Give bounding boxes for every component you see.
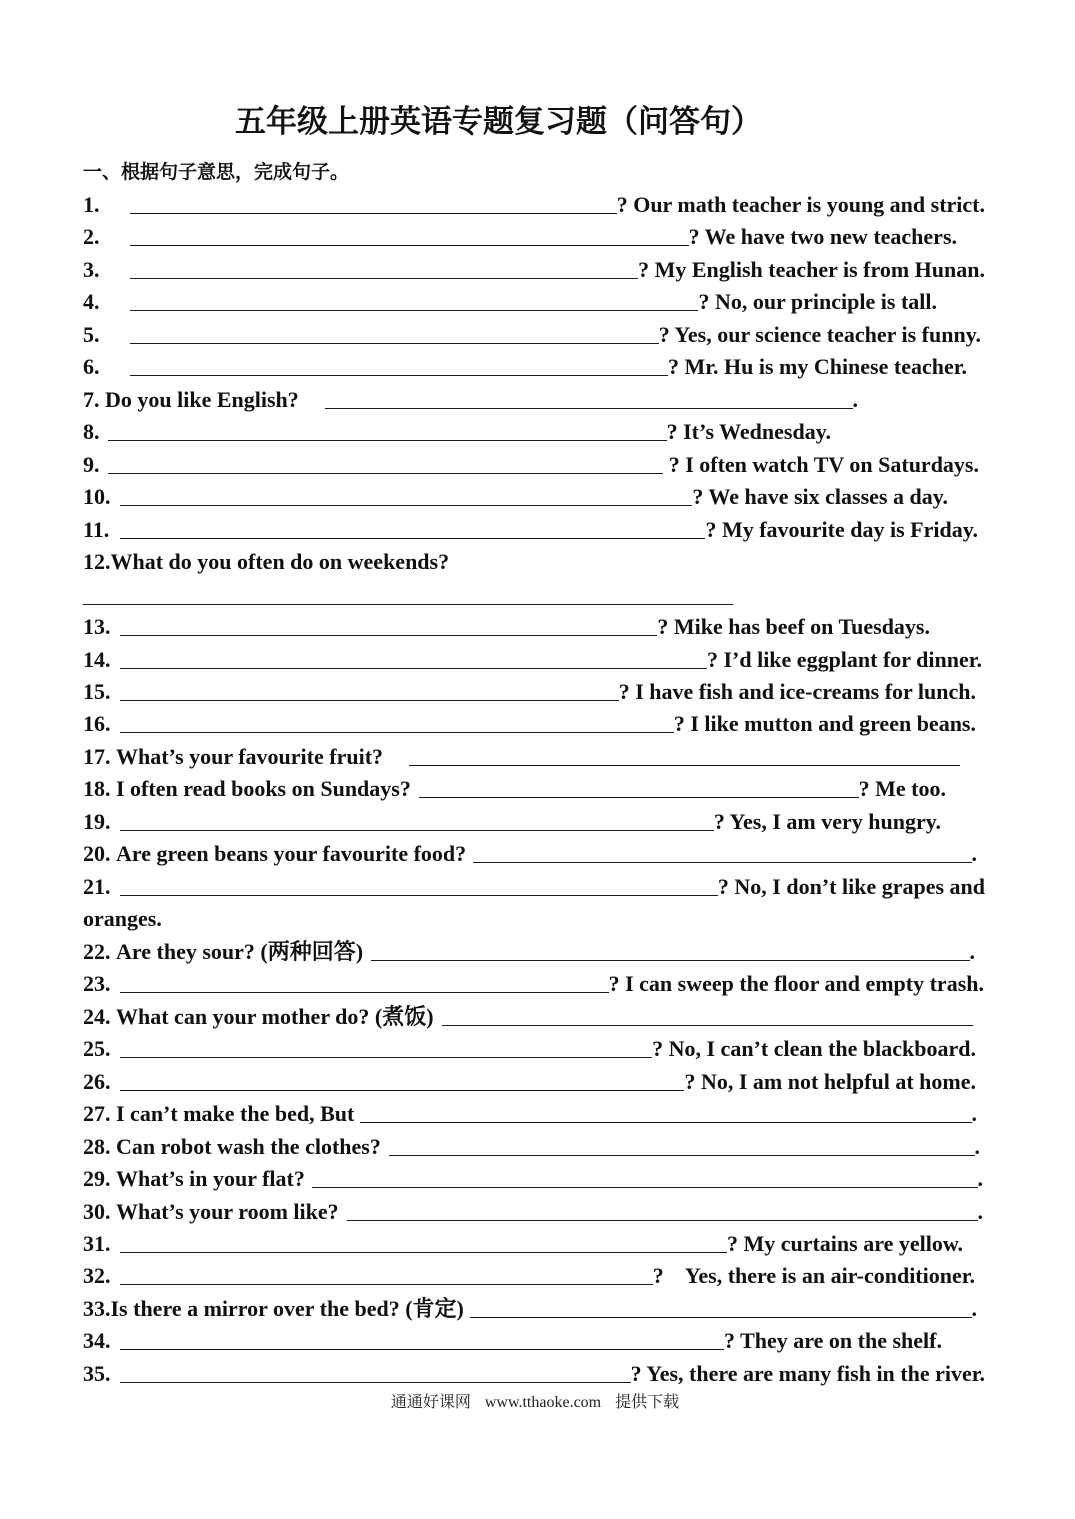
- question-number: 18.: [83, 776, 111, 802]
- answer-blank: [130, 310, 698, 311]
- question-number: 21.: [83, 873, 111, 899]
- question-33: [83, 1293, 977, 1325]
- question-29: [83, 1163, 983, 1195]
- question-19: [83, 806, 941, 838]
- question-suffix: ? Yes, our science teacher is funny.: [658, 321, 981, 347]
- question-number: 31.: [83, 1230, 111, 1256]
- question-9: [83, 449, 979, 481]
- question-number: 13.: [83, 614, 111, 640]
- question-number: 27.: [83, 1101, 111, 1127]
- question-prompt: What can your mother do? (煮饭): [116, 1003, 434, 1029]
- question-number: 8.: [83, 419, 100, 445]
- question-24: [83, 1001, 973, 1033]
- question-number: 30.: [83, 1198, 111, 1224]
- answer-blank: [130, 245, 689, 246]
- question-suffix: ? Mr. Hu is my Chinese teacher.: [667, 354, 967, 380]
- question-suffix: ? I like mutton and green beans.: [673, 711, 976, 737]
- question-suffix: ? It’s Wednesday.: [666, 419, 831, 445]
- question-number: 14.: [83, 646, 111, 672]
- question-26: [83, 1066, 976, 1098]
- question-number: 7.: [83, 386, 100, 412]
- question-1: [83, 189, 985, 221]
- question-number: 23.: [83, 971, 111, 997]
- answer-blank: [130, 213, 617, 214]
- question-number: 29.: [83, 1166, 111, 1192]
- question-3: [83, 254, 985, 286]
- question-number: 10.: [83, 484, 111, 510]
- footer-note: 提供下载: [615, 1394, 680, 1411]
- answer-blank: [473, 862, 971, 863]
- question-2: [83, 221, 957, 253]
- question-suffix: .: [977, 1198, 983, 1224]
- question-suffix: ? No, I am not helpful at home.: [684, 1068, 976, 1094]
- answer-blank: [120, 700, 619, 701]
- section-heading: 一、根据句子意思，完成句子。: [83, 161, 350, 183]
- question-number: 12.: [83, 549, 111, 575]
- answer-blank: [120, 635, 657, 636]
- answer-blank: [130, 375, 668, 376]
- question-5: [83, 319, 981, 351]
- question-suffix: ? I can sweep the floor and empty trash.: [608, 971, 984, 997]
- question-number: 2.: [83, 224, 100, 250]
- question-17: [83, 741, 960, 773]
- answer-blank: [120, 992, 609, 993]
- question-prompt: What’s in your flat?: [116, 1166, 305, 1192]
- answer-blank: [360, 1122, 971, 1123]
- question-number: 34.: [83, 1328, 111, 1354]
- question-prompt: Is there a mirror over the bed? (肯定): [110, 1295, 464, 1321]
- answer-blank: [120, 1284, 653, 1285]
- question-suffix: ? I have fish and ice-creams for lunch.: [618, 679, 976, 704]
- answer-blank: [120, 830, 714, 831]
- question-number: 19.: [83, 808, 111, 834]
- question-8: [83, 416, 831, 448]
- question-prompt: Can robot wash the clothes?: [116, 1133, 381, 1159]
- question-23: [83, 968, 984, 1000]
- question-35: [83, 1358, 985, 1390]
- question-suffix: ? Mike has beef on Tuesdays.: [657, 614, 930, 640]
- question-number: 32.: [83, 1263, 111, 1289]
- question-suffix: ? I often watch TV on Saturdays.: [663, 451, 979, 477]
- answer-blank: [120, 1057, 652, 1058]
- answer-blank: [409, 765, 960, 766]
- question-suffix: ? Yes, I am very hungry.: [713, 808, 941, 834]
- question-number: 15.: [83, 679, 111, 704]
- question-number: 11.: [83, 516, 110, 542]
- question-15: [83, 676, 976, 708]
- question-suffix: ? My favourite day is Friday.: [705, 516, 978, 542]
- footer-url: www.tthaoke.com: [484, 1394, 602, 1411]
- answer-blank: [108, 473, 663, 474]
- answer-blank: [120, 668, 707, 669]
- question-suffix: ? We have six classes a day.: [692, 484, 948, 510]
- question-number: 4.: [83, 289, 100, 315]
- question-number: 16.: [83, 711, 111, 737]
- answer-blank: [120, 732, 674, 733]
- question-number: 9.: [83, 451, 100, 477]
- answer-blank: [371, 960, 969, 961]
- question-13: [83, 611, 930, 643]
- question-suffix: ? No, I can’t clean the blackboard.: [652, 1036, 976, 1062]
- question-31: [83, 1228, 963, 1260]
- question-number: 6.: [83, 354, 100, 380]
- question-number: 22.: [83, 938, 111, 964]
- question-suffix: ? Yes, there are many fish in the river.: [630, 1360, 985, 1386]
- question-11: [83, 514, 978, 546]
- answer-blank: [120, 505, 692, 506]
- answer-blank: [419, 797, 859, 798]
- page-footer: [0, 1392, 1070, 1414]
- question-suffix: .: [977, 1166, 983, 1192]
- question-4: [83, 286, 937, 318]
- question-suffix: ? Our math teacher is young and strict.: [616, 191, 985, 217]
- question-number: 3.: [83, 256, 100, 282]
- question-number: 1.: [83, 191, 100, 217]
- question-16: [83, 708, 976, 740]
- answer-blank: [83, 604, 733, 605]
- question-number: 33.: [83, 1295, 111, 1321]
- question-7: [83, 384, 858, 416]
- question-suffix-continuation: oranges.: [83, 906, 162, 932]
- question-27: [83, 1098, 977, 1130]
- question-suffix: ? I’d like eggplant for dinner.: [706, 646, 982, 672]
- question-suffix: .: [971, 1101, 977, 1127]
- question-prompt: What’s your favourite fruit?: [116, 743, 384, 769]
- question-suffix: ? We have two new teachers.: [688, 224, 957, 250]
- answer-blank: [130, 343, 659, 344]
- answer-blank: [347, 1220, 978, 1221]
- answer-blank: [120, 1090, 684, 1091]
- question-6: [83, 351, 967, 383]
- answer-blank: [470, 1317, 972, 1318]
- question-prompt: Are they sour? (两种回答): [116, 938, 364, 964]
- answer-blank: [120, 895, 718, 896]
- page-title: 五年级上册英语专题复习题（问答句）: [235, 104, 762, 139]
- question-32: [83, 1260, 975, 1292]
- question-suffix: ? They are on the shelf.: [724, 1328, 942, 1354]
- question-28: [83, 1131, 980, 1163]
- question-18: [83, 773, 946, 805]
- answer-blank: [389, 1155, 975, 1156]
- answer-blank: [120, 1349, 724, 1350]
- question-21-continuation: [83, 903, 985, 935]
- question-20: [83, 838, 977, 870]
- question-suffix: ? No, I don’t like grapes and: [717, 873, 985, 899]
- question-22: [83, 936, 975, 968]
- answer-blank: [120, 1382, 631, 1383]
- answer-blank: [325, 408, 853, 409]
- question-suffix: ? Me too.: [858, 776, 946, 802]
- question-number: 35.: [83, 1360, 111, 1386]
- question-number: 5.: [83, 321, 100, 347]
- question-number: 17.: [83, 743, 111, 769]
- question-prompt: What’s your room like?: [116, 1198, 339, 1224]
- question-number: 26.: [83, 1068, 111, 1094]
- answer-blank: [130, 278, 638, 279]
- question-prompt: Are green beans your favourite food?: [116, 841, 467, 867]
- answer-blank: [108, 440, 667, 441]
- question-14: [83, 644, 982, 676]
- question-suffix: ? Yes, there is an air-conditioner.: [652, 1263, 975, 1289]
- question-12-answer-line: [83, 579, 985, 611]
- question-number: 24.: [83, 1003, 111, 1029]
- question-suffix: ? My English teacher is from Hunan.: [638, 256, 985, 282]
- question-prompt: Do you like English?: [105, 386, 299, 412]
- question-30: [83, 1196, 983, 1228]
- question-suffix: .: [969, 938, 975, 964]
- question-number: 25.: [83, 1036, 111, 1062]
- question-21: [83, 871, 985, 903]
- question-list: [83, 157, 985, 1391]
- question-prompt: What do you often do on weekends?: [110, 549, 450, 575]
- question-suffix: ? No, our principle is tall.: [698, 289, 937, 315]
- question-suffix: .: [971, 841, 977, 867]
- question-suffix: .: [971, 1295, 977, 1321]
- question-34: [83, 1325, 942, 1357]
- answer-blank: [312, 1187, 978, 1188]
- answer-blank: [442, 1025, 973, 1026]
- footer-site-name: 通通好课网: [390, 1394, 471, 1411]
- question-12: [83, 546, 985, 578]
- question-prompt: I can’t make the bed, But: [116, 1101, 355, 1127]
- answer-blank: [120, 1252, 727, 1253]
- question-suffix: .: [974, 1133, 980, 1159]
- question-suffix: ? My curtains are yellow.: [726, 1230, 963, 1256]
- question-number: 28.: [83, 1133, 111, 1159]
- answer-blank: [120, 538, 705, 539]
- question-number: 20.: [83, 841, 111, 867]
- question-prompt: I often read books on Sundays?: [116, 776, 411, 802]
- question-10: [83, 481, 948, 513]
- question-suffix: .: [852, 386, 858, 412]
- question-25: [83, 1033, 976, 1065]
